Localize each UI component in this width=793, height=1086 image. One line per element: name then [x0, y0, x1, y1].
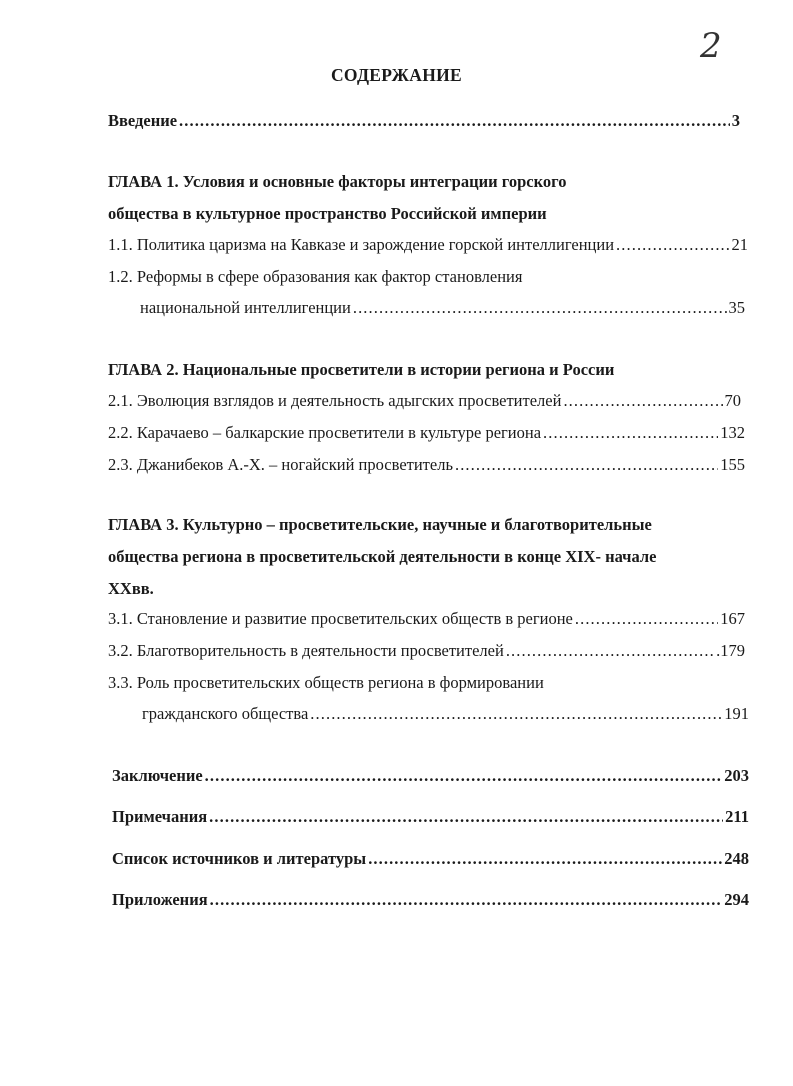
leader-dots — [616, 234, 729, 256]
toc-label: 3.2. Благотворительность в деятельности просветителей — [108, 641, 504, 660]
toc-page: 211 — [725, 807, 749, 826]
toc-entry-notes[interactable] — [112, 806, 749, 828]
toc-label: Заключение — [112, 766, 203, 785]
toc-page: 21 — [731, 235, 748, 254]
toc-entry-intro[interactable] — [108, 110, 740, 132]
leader-dots — [353, 297, 727, 319]
toc-entry-sources[interactable] — [112, 848, 749, 870]
toc-label: гражданского общества — [142, 704, 309, 723]
toc-page: 3 — [731, 111, 740, 130]
toc-page: 248 — [724, 849, 749, 868]
toc-page: 132 — [720, 423, 745, 442]
toc-entry-2-1[interactable] — [108, 390, 741, 412]
toc-page: 155 — [720, 455, 745, 474]
toc-label: 3.1. Становление и развитие просветительских обществ в регионе — [108, 609, 573, 628]
toc-entry-3-1[interactable] — [108, 608, 745, 630]
chapter-3-heading-line3: XXвв. — [108, 579, 154, 598]
chapter-1-heading-line1: ГЛАВА 1. Условия и основные факторы интеграции горского — [108, 172, 567, 191]
leader-dots — [563, 390, 722, 412]
leader-dots — [506, 640, 714, 662]
toc-page: 191 — [724, 704, 749, 723]
toc-label: Приложения — [112, 890, 208, 909]
leader-dots — [209, 806, 723, 828]
toc-label: Примечания — [112, 807, 208, 826]
leader-dots — [179, 110, 730, 132]
toc-entry-3-3[interactable] — [142, 703, 749, 725]
toc-page: 35 — [728, 298, 745, 317]
toc-entry-2-2[interactable] — [108, 422, 745, 444]
chapter-2-heading: ГЛАВА 2. Национальные просветители в истории региона и России — [108, 360, 615, 379]
toc-label: 2.1. Эволюция взглядов и деятельность адыгских просветителей — [108, 391, 562, 410]
toc-entry-conclusion[interactable] — [112, 765, 749, 787]
leader-dots — [210, 889, 723, 911]
toc-entry-1-2-line1[interactable]: 1.2. Реформы в сфере образования как фактор становления — [108, 267, 523, 286]
toc-entry-1-1[interactable] — [108, 234, 748, 256]
handwritten-page-number: 2 — [700, 26, 722, 66]
toc-label: национальной интеллигенции — [140, 298, 351, 317]
toc-page: 203 — [724, 766, 749, 785]
leader-dots — [205, 765, 723, 787]
toc-label: 1.1. Политика царизма на Кавказе и зарождение горской интеллигенции — [108, 235, 615, 254]
toc-label: 2.3. Джанибеков А.-Х. – ногайский просветитель — [108, 455, 453, 474]
leader-dots — [455, 454, 718, 476]
chapter-3-heading-line1: ГЛАВА 3. Культурно – просветительские, научные и благотворительные — [108, 515, 652, 534]
toc-entry-3-3-line1[interactable]: 3.3. Роль просветительских обществ региона в формировании — [108, 673, 544, 692]
chapter-3-heading-line2: общества региона в просветительской деятельности в конце XIX- начале — [108, 547, 657, 566]
toc-entry-1-2[interactable] — [140, 297, 745, 319]
toc-label: 2.2. Карачаево – балкарские просветители в культуре региона — [108, 423, 542, 442]
leader-dots — [575, 608, 718, 630]
leader-dots — [310, 703, 722, 725]
toc-entry-2-3[interactable] — [108, 454, 745, 476]
toc-entry-3-2[interactable] — [108, 640, 745, 662]
chapter-1-heading-line2: общества в культурное пространство Российской империи — [108, 204, 547, 223]
page-title: СОДЕРЖАНИЕ — [330, 65, 462, 85]
toc-label: Список источников и литературы — [112, 849, 367, 868]
toc-page: 70 — [724, 391, 741, 410]
leader-dots — [368, 848, 722, 870]
leader-dots — [543, 422, 718, 444]
toc-page: 167 — [720, 609, 745, 628]
toc-page: .179 — [716, 641, 745, 660]
toc-entry-appendices[interactable] — [112, 889, 749, 911]
toc-label: Введение — [108, 111, 178, 130]
toc-page: 294 — [724, 890, 749, 909]
